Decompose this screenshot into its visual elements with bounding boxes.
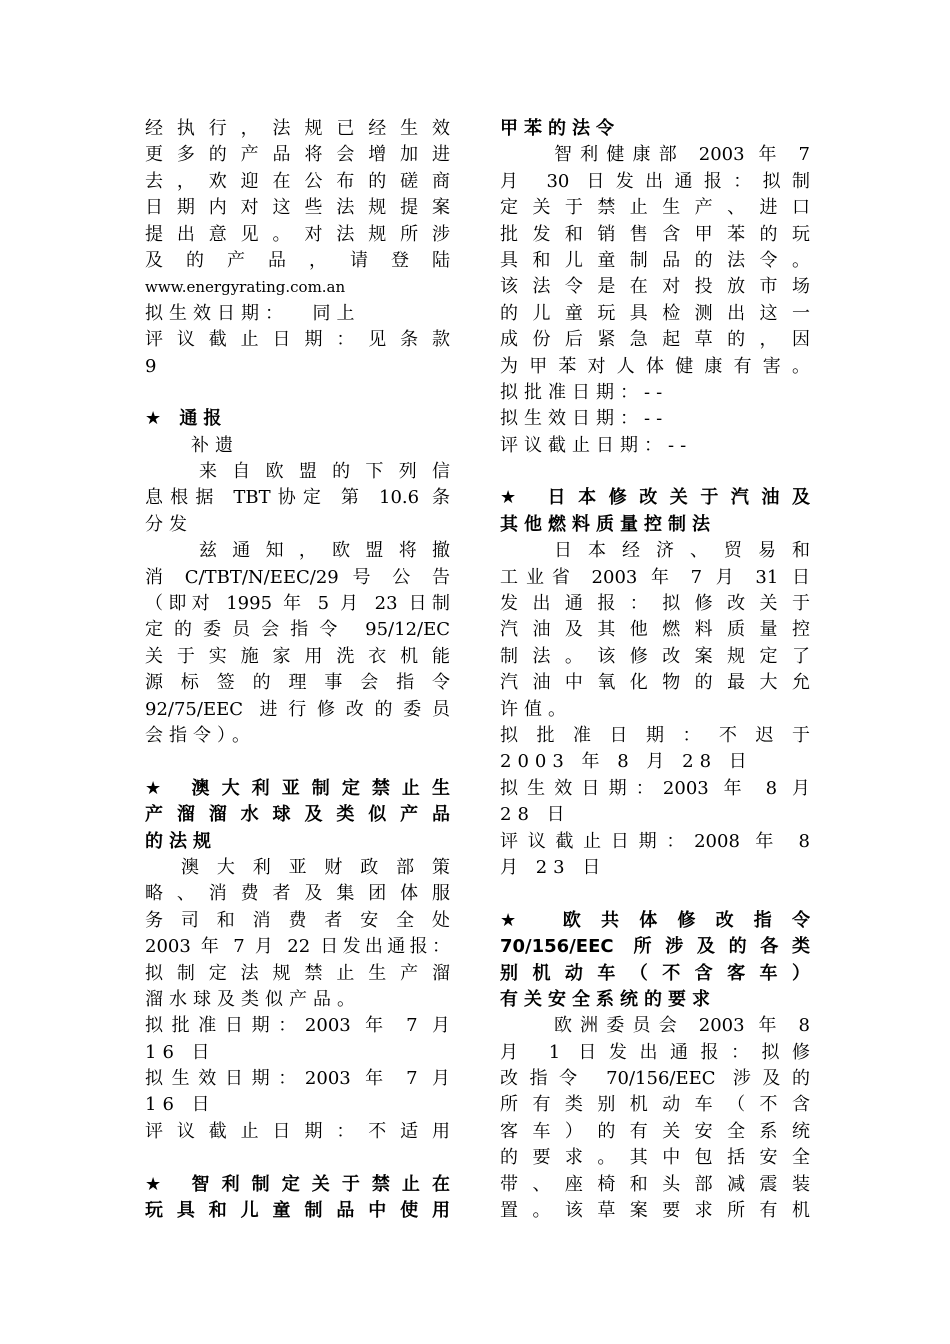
text-line: 成份后紧急起草的，因 bbox=[500, 329, 810, 351]
text-line: 拟批准日期：2003 年 7 月 bbox=[145, 1015, 450, 1037]
text-line: 拟批准日期：-- bbox=[500, 381, 669, 403]
text-line: 关于实施家用洗衣机能 bbox=[145, 645, 450, 667]
section-title: 70/156/EEC 所涉及的各类 bbox=[500, 936, 810, 958]
eu-section bbox=[500, 908, 810, 1225]
text-line: 拟生效日期：-- bbox=[500, 408, 669, 430]
text-line: 16 日 bbox=[145, 1041, 216, 1063]
text-line: 16 日 bbox=[145, 1094, 216, 1116]
text-line: 92/75/EEC 进行修改的委员 bbox=[145, 698, 450, 720]
japan-section bbox=[500, 485, 810, 881]
text-line: 分发 bbox=[145, 513, 193, 535]
section-gap bbox=[500, 881, 810, 907]
text-line: 澳大利亚财政部策 bbox=[181, 856, 450, 878]
section-title: ★ 智利制定关于禁止在 bbox=[145, 1173, 450, 1195]
australia-section bbox=[145, 776, 450, 1145]
text-line: 所有类别机动车（不含 bbox=[500, 1094, 810, 1116]
left-column bbox=[145, 116, 450, 1224]
text-line: 9 bbox=[145, 355, 163, 377]
section-title: 的法规 bbox=[145, 830, 217, 852]
chile-section bbox=[500, 116, 810, 459]
text-line: 拟批准日期：不迟于 bbox=[500, 724, 810, 746]
text-line: 的要求。其中包括安全 bbox=[500, 1147, 810, 1169]
text-line: 工业省 2003 年 7 月 31 日 bbox=[500, 566, 810, 588]
text-line: 月 23 日 bbox=[500, 856, 607, 878]
text-line: 更多的产品将会增加进 bbox=[145, 144, 450, 166]
text-line: 定的委员会指令 95/12/EC bbox=[145, 619, 450, 641]
text-line: 消 C/TBT/N/EEC/29 号 公 告 bbox=[145, 566, 450, 588]
text-line: 评议截止日期：-- bbox=[500, 434, 693, 456]
text-line: 月 1 日发出通报：拟修 bbox=[500, 1041, 810, 1063]
text-line: 带、座椅和头部减震装 bbox=[500, 1173, 810, 1195]
section-subtitle: 补遗 bbox=[191, 434, 239, 456]
text-line: 评议截止日期：不适用 bbox=[145, 1120, 450, 1142]
intro-paragraph bbox=[145, 116, 450, 380]
text-line: （即对 1995 年 5 月 23 日制 bbox=[145, 593, 450, 615]
right-column bbox=[500, 116, 810, 1224]
section-gap bbox=[145, 1145, 450, 1171]
text-line: 日期内对这些法规提案 bbox=[145, 197, 450, 219]
text-line: 定关于禁止生产、进口 bbox=[500, 197, 810, 219]
text-line: 息根据 TBT协定 第 10.6 条 bbox=[145, 487, 450, 509]
text-line: 溜水球及类似产品。 bbox=[145, 988, 361, 1010]
section-title: ★ 通报 bbox=[145, 408, 228, 430]
section-title: 玩具和儿童制品中使用 bbox=[145, 1200, 450, 1222]
section-title: 别机动车（不含客车） bbox=[500, 962, 810, 984]
section-gap bbox=[145, 749, 450, 775]
text-line: 拟生效日期：2003 年 8 月 bbox=[500, 777, 810, 799]
text-line: 许值。 bbox=[500, 698, 572, 720]
section-title: 其他燃料质量控制法 bbox=[500, 513, 716, 535]
text-line: 兹通知，欧盟将撤 bbox=[199, 540, 450, 562]
text-line: 源标签的理事会指令 bbox=[145, 672, 450, 694]
text-line: 去，欢迎在公布的磋商 bbox=[145, 170, 450, 192]
section-title: 有关安全系统的要求 bbox=[500, 988, 716, 1010]
text-line: 评议截止日期：2008 年 8 bbox=[500, 830, 810, 852]
text-line: 评议截止日期：见条款 bbox=[145, 329, 450, 351]
text-line: 汽油及其他燃料质量控 bbox=[500, 619, 810, 641]
section-title: ★ 日本修改关于汽油及 bbox=[500, 487, 810, 509]
text-line: 智利健康部 2003 年 7 bbox=[554, 144, 810, 166]
section-gap bbox=[145, 380, 450, 406]
text-line: 制法。该修改案规定了 bbox=[500, 645, 810, 667]
chile-title-start bbox=[145, 1172, 450, 1225]
text-line: 会指令）。 bbox=[145, 724, 256, 746]
text-line: 为甲苯对人体健康有害。 bbox=[500, 355, 810, 377]
text-line: 该法令是在对投放市场 bbox=[500, 276, 810, 298]
section-title: ★ 欧共体修改指令 bbox=[500, 909, 810, 931]
text-line: 汽油中氧化物的最大允 bbox=[500, 672, 810, 694]
notice-section bbox=[145, 406, 450, 749]
section-title: 甲苯的法令 bbox=[500, 118, 620, 139]
section-title: ★ 澳大利亚制定禁止生 bbox=[145, 777, 450, 799]
section-gap bbox=[500, 459, 810, 485]
text-line: 来自欧盟的下列信 bbox=[199, 461, 450, 483]
text-line: 2003 年 8 月 28 日 bbox=[500, 751, 753, 773]
text-line: 月 30 日发出通报：拟制 bbox=[500, 170, 810, 192]
section-title: 产溜溜水球及类似产品 bbox=[145, 804, 450, 826]
text-line: 具和儿童制品的法令。 bbox=[500, 249, 810, 271]
website-url: www.energyrating.com.an bbox=[145, 278, 346, 297]
text-line: 经执行，法规已经生效 bbox=[145, 118, 450, 139]
text-line: 拟生效日期：2003 年 7 月 bbox=[145, 1068, 450, 1090]
text-line: 客车）的有关安全系统 bbox=[500, 1120, 810, 1142]
text-line: 日本经济、贸易和 bbox=[554, 540, 810, 562]
text-line: 欧洲委员会 2003 年 8 bbox=[554, 1015, 810, 1037]
text-line: 改指令 70/156/EEC 涉及的 bbox=[500, 1068, 810, 1090]
text-line: 2003 年 7 月 22 日发出通报： bbox=[145, 936, 450, 958]
text-line: 及的产品，请登陆 bbox=[145, 249, 450, 271]
text-line: 的儿童玩具检测出这一 bbox=[500, 302, 810, 324]
text-line: 批发和销售含甲苯的玩 bbox=[500, 223, 810, 245]
text-line: 拟制定法规禁止生产溜 bbox=[145, 962, 450, 984]
text-line: 置。该草案要求所有机 bbox=[500, 1200, 810, 1222]
text-line: 拟生效日期： 同上 bbox=[145, 302, 361, 324]
text-line: 提出意见。对法规所涉 bbox=[145, 223, 450, 245]
text-line: 略、消费者及集团体服 bbox=[145, 883, 450, 905]
text-line: 28 日 bbox=[500, 804, 571, 826]
text-line: 发出通报：拟修改关于 bbox=[500, 593, 810, 615]
text-line: 务司和消费者安全处 bbox=[145, 909, 450, 931]
